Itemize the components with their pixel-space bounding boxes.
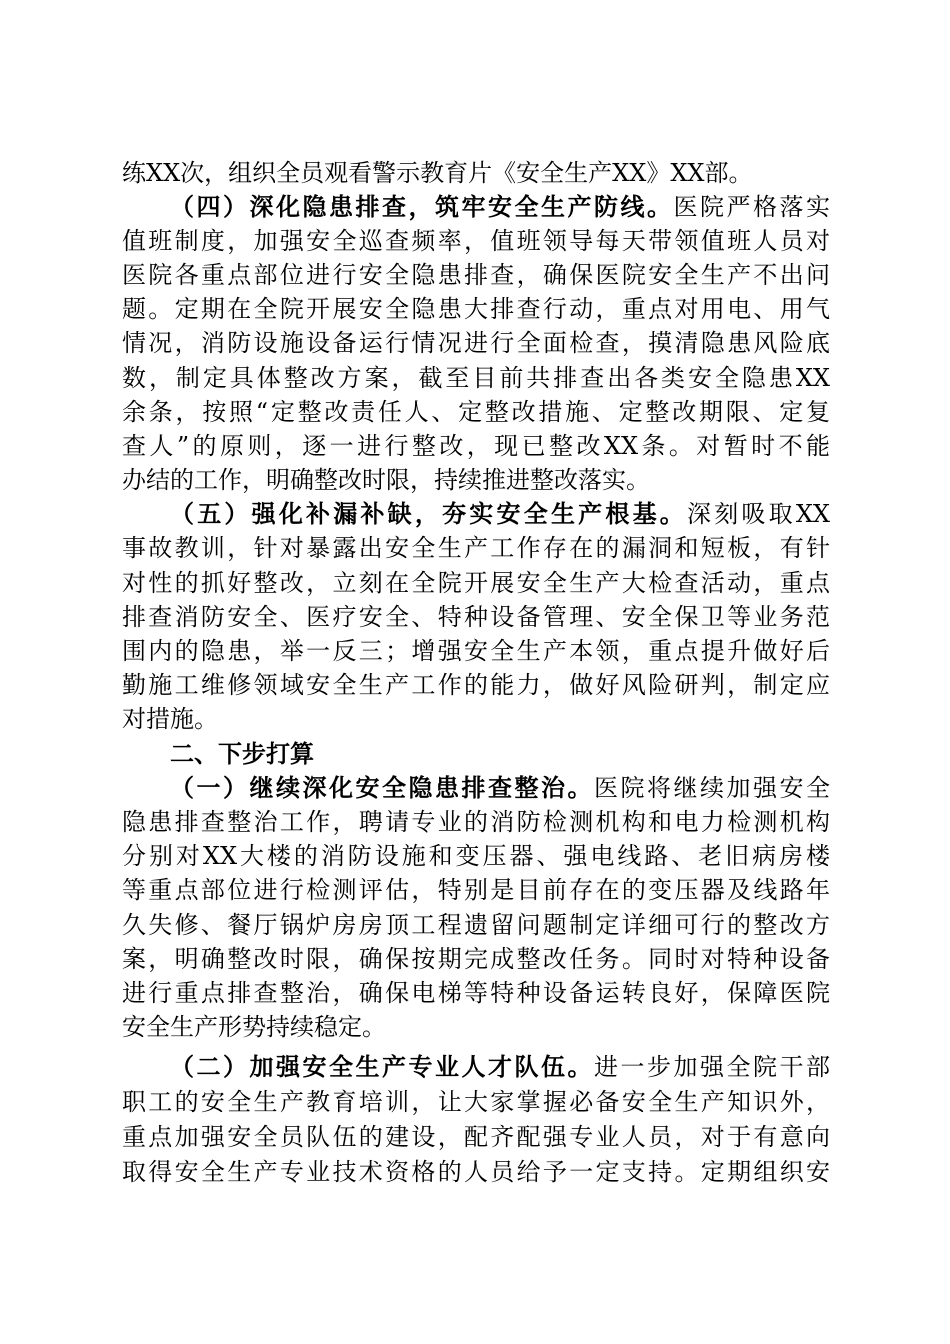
paragraph-line: 分别对XX大楼的消防设施和变压器、强电线路、老旧病房楼 xyxy=(122,842,830,870)
paragraph-line-rest: 深刻吸取XX xyxy=(687,500,830,528)
paragraph-line: 案，明确整改时限，确保按期完成整改任务。同时对特种设备 xyxy=(122,945,830,973)
paragraph-first-line xyxy=(170,1050,830,1084)
paragraph-line: 办结的工作，明确整改时限，持续推进整改落实。 xyxy=(122,466,650,494)
paragraph-line-rest: 医院严格落实 xyxy=(673,193,830,221)
paragraph-line: 久失修、餐厅锅炉房房顶工程遗留问题制定详细可行的整改方 xyxy=(122,911,830,939)
paragraph-lead-bold: （一）继续深化安全隐患排查整治。 xyxy=(170,773,594,802)
section-heading: 二、下步打算 xyxy=(170,740,314,768)
paragraph-line: 医院各重点部位进行安全隐患排查，确保医院安全生产不出问 xyxy=(122,261,830,289)
paragraph-line: 勤施工维修领域安全生产工作的能力，做好风险研判，制定应 xyxy=(122,671,830,699)
paragraph-line: 对性的抓好整改，立刻在全院开展安全生产大检查活动，重点 xyxy=(122,569,830,597)
paragraph-line: 围内的隐患，举一反三；增强安全生产本领，重点提升做好后 xyxy=(122,637,830,665)
paragraph-line: 情况，消防设施设备运行情况进行全面检查，摸清隐患风险底 xyxy=(122,329,830,357)
paragraph-line-rest: 进一步加强全院干部 xyxy=(594,1053,830,1081)
paragraph-line: 对措施。 xyxy=(122,705,218,733)
paragraph-line: 排查消防安全、医疗安全、特种设备管理、安全保卫等业务范 xyxy=(122,603,830,631)
paragraph-line-rest: 医院将继续加强安全 xyxy=(594,774,830,802)
paragraph-line: 值班制度，加强安全巡查频率，值班领导每天带领值班人员对 xyxy=(122,227,830,255)
paragraph-first-line xyxy=(170,497,830,531)
paragraph-lead-bold: （五）强化补漏补缺，夯实安全生产根基。 xyxy=(170,499,687,528)
paragraph-line: 查人”的原则，逐一进行整改，现已整改XX条。对暂时不能 xyxy=(122,432,830,460)
paragraph-line: 数，制定具体整改方案，截至目前共排查出各类安全隐患XX xyxy=(122,364,830,392)
paragraph-first-line xyxy=(170,190,830,224)
paragraph-line: 职工的安全生产教育培训，让大家掌握必备安全生产知识外， xyxy=(122,1088,830,1116)
paragraph-line: 练XX次，组织全员观看警示教育片《安全生产XX》XX部。 xyxy=(122,159,753,187)
paragraph-line: 进行重点排查整治，确保电梯等特种设备运转良好，保障医院 xyxy=(122,979,830,1007)
paragraph-line: 隐患排查整治工作，聘请专业的消防检测机构和电力检测机构 xyxy=(122,808,830,836)
paragraph-lead-bold: （四）深化隐患排查，筑牢安全生产防线。 xyxy=(170,192,674,221)
paragraph-first-line xyxy=(170,771,830,805)
paragraph-line: 安全生产形势持续稳定。 xyxy=(122,1013,386,1041)
paragraph-line: 题。定期在全院开展安全隐患大排查行动，重点对用电、用气 xyxy=(122,295,830,323)
paragraph-line: 事故教训，针对暴露出安全生产工作存在的漏洞和短板，有针 xyxy=(122,534,830,562)
paragraph-lead-bold: （二）加强安全生产专业人才队伍。 xyxy=(170,1052,594,1081)
paragraph-line: 取得安全生产专业技术资格的人员给予一定支持。定期组织安 xyxy=(122,1158,830,1186)
paragraph-line: 等重点部位进行检测评估，特别是目前存在的变压器及线路年 xyxy=(122,876,830,904)
paragraph-line: 重点加强安全员队伍的建设，配齐配强专业人员，对于有意向 xyxy=(122,1123,830,1151)
paragraph-line: 余条，按照“定整改责任人、定整改措施、定整改期限、定复 xyxy=(122,398,830,426)
